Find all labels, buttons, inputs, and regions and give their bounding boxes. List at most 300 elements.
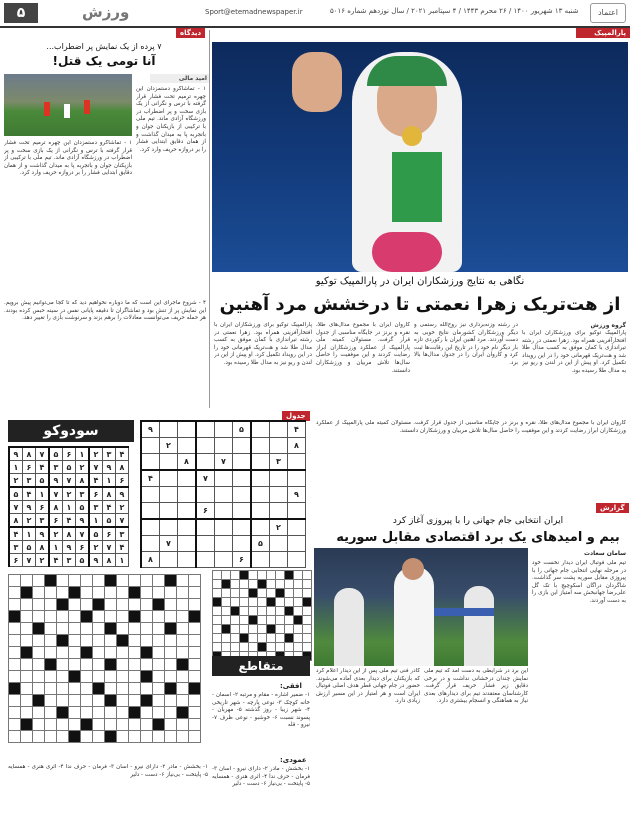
crossword-cell[interactable] [57, 659, 69, 671]
crossword-cell[interactable] [93, 719, 105, 731]
crossword-cell[interactable] [165, 635, 177, 647]
crossword-cell[interactable] [222, 634, 231, 643]
crossword-cell[interactable] [45, 635, 57, 647]
crossword-cell[interactable] [294, 580, 303, 589]
crossword-cell[interactable] [189, 623, 201, 635]
crossword-cell[interactable] [303, 643, 312, 652]
sudoku-cell[interactable] [215, 421, 233, 438]
crossword-cell[interactable] [57, 683, 69, 695]
crossword-cell[interactable] [57, 671, 69, 683]
crossword-cell[interactable] [267, 634, 276, 643]
sudoku-cell[interactable] [288, 503, 306, 520]
crossword-cell[interactable] [69, 719, 81, 731]
crossword-cell[interactable] [129, 719, 141, 731]
crossword-cell[interactable] [177, 683, 189, 695]
crossword-cell[interactable] [267, 607, 276, 616]
crossword-cell[interactable] [249, 634, 258, 643]
sudoku-cell[interactable] [288, 536, 306, 552]
crossword-cell[interactable] [129, 647, 141, 659]
crossword-cell[interactable] [105, 707, 117, 719]
crossword-cell[interactable] [231, 643, 240, 652]
crossword-cell[interactable] [231, 634, 240, 643]
crossword-cell[interactable] [105, 647, 117, 659]
crossword-cell[interactable] [153, 695, 165, 707]
crossword-cell[interactable] [240, 598, 249, 607]
crossword-cell[interactable] [153, 671, 165, 683]
crossword-cell[interactable] [81, 575, 93, 587]
crossword-cell[interactable] [69, 623, 81, 635]
sudoku-cell[interactable] [251, 421, 270, 438]
crossword-cell[interactable] [141, 707, 153, 719]
crossword-cell[interactable] [231, 580, 240, 589]
crossword-cell[interactable] [153, 587, 165, 599]
crossword-cell[interactable] [69, 683, 81, 695]
crossword-cell[interactable] [165, 647, 177, 659]
crossword-cell[interactable] [57, 695, 69, 707]
crossword-cell[interactable] [81, 623, 93, 635]
crossword-cell[interactable] [231, 571, 240, 580]
crossword-cell[interactable] [9, 695, 21, 707]
sudoku-cell[interactable]: ۹ [141, 421, 160, 438]
crossword-cell[interactable] [45, 731, 57, 743]
crossword-cell[interactable] [165, 731, 177, 743]
crossword-cell[interactable] [177, 719, 189, 731]
crossword-cell[interactable] [81, 731, 93, 743]
crossword-cell[interactable] [45, 707, 57, 719]
crossword-cell[interactable] [129, 599, 141, 611]
crossword-cell[interactable] [9, 707, 21, 719]
crossword-cell[interactable] [276, 643, 285, 652]
crossword-cell[interactable] [222, 589, 231, 598]
crossword-cell[interactable] [189, 695, 201, 707]
sudoku-cell[interactable] [160, 487, 178, 503]
sudoku-cell[interactable]: ۲ [270, 519, 288, 536]
sudoku-cell[interactable] [288, 552, 306, 568]
sudoku-cell[interactable] [270, 487, 288, 503]
crossword-cell[interactable] [93, 659, 105, 671]
sudoku-cell[interactable] [196, 552, 215, 568]
crossword-cell[interactable] [9, 623, 21, 635]
crossword-cell[interactable] [33, 719, 45, 731]
sudoku-cell[interactable]: ۶ [233, 552, 252, 568]
crossword-cell[interactable] [285, 616, 294, 625]
sudoku-cell[interactable] [233, 503, 252, 520]
crossword-cell[interactable] [141, 635, 153, 647]
crossword-cell[interactable] [153, 659, 165, 671]
crossword-cell[interactable] [276, 571, 285, 580]
crossword-cell[interactable] [285, 643, 294, 652]
crossword-cell[interactable] [33, 575, 45, 587]
crossword-cell[interactable] [141, 611, 153, 623]
crossword-cell[interactable] [69, 599, 81, 611]
crossword-cell[interactable] [21, 623, 33, 635]
sudoku-cell[interactable] [270, 503, 288, 520]
crossword-cell[interactable] [258, 616, 267, 625]
crossword-cell[interactable] [105, 611, 117, 623]
crossword-cell[interactable] [303, 589, 312, 598]
crossword-cell[interactable] [165, 599, 177, 611]
sudoku-cell[interactable] [178, 421, 197, 438]
crossword-cell[interactable] [129, 683, 141, 695]
sudoku-cell[interactable]: ۶ [196, 503, 215, 520]
crossword-cell[interactable] [57, 623, 69, 635]
crossword-cell[interactable] [267, 580, 276, 589]
crossword-cell[interactable] [177, 623, 189, 635]
crossword-cell[interactable] [153, 635, 165, 647]
crossword-cell[interactable] [69, 635, 81, 647]
sudoku-cell[interactable] [141, 519, 160, 536]
crossword-cell[interactable] [222, 643, 231, 652]
crossword-large-grid[interactable] [8, 574, 201, 743]
crossword-cell[interactable] [117, 647, 129, 659]
crossword-cell[interactable] [33, 647, 45, 659]
crossword-cell[interactable] [9, 719, 21, 731]
crossword-cell[interactable] [45, 647, 57, 659]
crossword-cell[interactable] [105, 683, 117, 695]
crossword-cell[interactable] [294, 634, 303, 643]
crossword-cell[interactable] [165, 695, 177, 707]
sudoku-cell[interactable] [215, 552, 233, 568]
crossword-cell[interactable] [57, 647, 69, 659]
sudoku-cell[interactable] [141, 438, 160, 454]
crossword-cell[interactable] [294, 607, 303, 616]
crossword-cell[interactable] [240, 589, 249, 598]
crossword-cell[interactable] [117, 707, 129, 719]
sudoku-cell[interactable] [233, 519, 252, 536]
sudoku-cell[interactable] [251, 503, 270, 520]
crossword-cell[interactable] [303, 607, 312, 616]
crossword-cell[interactable] [303, 616, 312, 625]
crossword-cell[interactable] [129, 575, 141, 587]
crossword-cell[interactable] [33, 659, 45, 671]
crossword-cell[interactable] [9, 659, 21, 671]
crossword-cell[interactable] [231, 589, 240, 598]
sudoku-cell[interactable]: ۲ [160, 438, 178, 454]
crossword-cell[interactable] [21, 671, 33, 683]
crossword-cell[interactable] [177, 575, 189, 587]
crossword-cell[interactable] [93, 623, 105, 635]
crossword-cell[interactable] [303, 634, 312, 643]
crossword-cell[interactable] [81, 599, 93, 611]
crossword-cell[interactable] [81, 683, 93, 695]
sudoku-cell[interactable] [141, 487, 160, 503]
crossword-cell[interactable] [141, 683, 153, 695]
sudoku-cell[interactable] [160, 470, 178, 487]
crossword-cell[interactable] [231, 598, 240, 607]
crossword-cell[interactable] [249, 571, 258, 580]
crossword-cell[interactable] [141, 623, 153, 635]
crossword-cell[interactable] [165, 659, 177, 671]
crossword-cell[interactable] [45, 587, 57, 599]
crossword-cell[interactable] [285, 625, 294, 634]
sudoku-cell[interactable] [215, 503, 233, 520]
sudoku-cell[interactable]: ۳ [270, 454, 288, 471]
crossword-cell[interactable] [117, 587, 129, 599]
crossword-cell[interactable] [33, 707, 45, 719]
crossword-cell[interactable] [165, 671, 177, 683]
crossword-cell[interactable] [267, 643, 276, 652]
crossword-cell[interactable] [45, 623, 57, 635]
crossword-cell[interactable] [117, 671, 129, 683]
crossword-cell[interactable] [33, 683, 45, 695]
crossword-cell[interactable] [21, 659, 33, 671]
sudoku-cell[interactable] [196, 454, 215, 471]
crossword-cell[interactable] [81, 587, 93, 599]
crossword-cell[interactable] [276, 598, 285, 607]
sudoku-cell[interactable] [233, 536, 252, 552]
sudoku-cell[interactable] [288, 454, 306, 471]
crossword-cell[interactable] [249, 643, 258, 652]
crossword-cell[interactable] [240, 616, 249, 625]
sudoku-cell[interactable]: ۷ [196, 470, 215, 487]
crossword-cell[interactable] [93, 671, 105, 683]
sudoku-cell[interactable] [288, 519, 306, 536]
sudoku-cell[interactable]: ۷ [215, 454, 233, 471]
sudoku-cell[interactable] [215, 519, 233, 536]
sudoku-cell[interactable]: ۸ [178, 454, 197, 471]
crossword-cell[interactable] [231, 616, 240, 625]
crossword-cell[interactable] [258, 589, 267, 598]
crossword-cell[interactable] [276, 616, 285, 625]
crossword-cell[interactable] [21, 575, 33, 587]
crossword-cell[interactable] [276, 580, 285, 589]
crossword-cell[interactable] [294, 643, 303, 652]
sudoku-cell[interactable] [251, 552, 270, 568]
crossword-cell[interactable] [69, 647, 81, 659]
crossword-cell[interactable] [177, 671, 189, 683]
crossword-cell[interactable] [69, 575, 81, 587]
sudoku-cell[interactable]: ۴ [141, 470, 160, 487]
crossword-cell[interactable] [33, 611, 45, 623]
crossword-cell[interactable] [93, 707, 105, 719]
crossword-cell[interactable] [57, 719, 69, 731]
crossword-cell[interactable] [258, 607, 267, 616]
crossword-cell[interactable] [165, 719, 177, 731]
sudoku-cell[interactable] [196, 519, 215, 536]
crossword-cell[interactable] [93, 647, 105, 659]
crossword-cell[interactable] [45, 611, 57, 623]
sudoku-cell[interactable] [160, 454, 178, 471]
crossword-cell[interactable] [105, 599, 117, 611]
crossword-cell[interactable] [177, 647, 189, 659]
crossword-cell[interactable] [177, 695, 189, 707]
sudoku-cell[interactable] [270, 421, 288, 438]
crossword-cell[interactable] [9, 671, 21, 683]
crossword-cell[interactable] [93, 635, 105, 647]
crossword-cell[interactable] [81, 707, 93, 719]
crossword-cell[interactable] [21, 695, 33, 707]
crossword-cell[interactable] [117, 659, 129, 671]
crossword-cell[interactable] [141, 731, 153, 743]
sudoku-cell[interactable]: ۹ [288, 487, 306, 503]
crossword-cell[interactable] [303, 571, 312, 580]
crossword-cell[interactable] [303, 580, 312, 589]
sudoku-cell[interactable] [160, 552, 178, 568]
crossword-cell[interactable] [129, 695, 141, 707]
crossword-cell[interactable] [165, 587, 177, 599]
crossword-cell[interactable] [153, 683, 165, 695]
crossword-cell[interactable] [285, 589, 294, 598]
crossword-cell[interactable] [177, 611, 189, 623]
crossword-cell[interactable] [93, 587, 105, 599]
crossword-cell[interactable] [9, 731, 21, 743]
crossword-cell[interactable] [33, 671, 45, 683]
crossword-cell[interactable] [45, 671, 57, 683]
crossword-cell[interactable] [21, 635, 33, 647]
crossword-cell[interactable] [105, 635, 117, 647]
crossword-cell[interactable] [93, 731, 105, 743]
crossword-cell[interactable] [177, 635, 189, 647]
crossword-cell[interactable] [153, 611, 165, 623]
sudoku-cell[interactable] [160, 421, 178, 438]
crossword-cell[interactable] [21, 707, 33, 719]
crossword-cell[interactable] [189, 671, 201, 683]
crossword-cell[interactable] [57, 731, 69, 743]
crossword-cell[interactable] [249, 625, 258, 634]
crossword-cell[interactable] [189, 659, 201, 671]
crossword-cell[interactable] [222, 616, 231, 625]
sudoku-cell[interactable]: ۷ [160, 536, 178, 552]
crossword-cell[interactable] [45, 599, 57, 611]
sudoku-cell[interactable] [270, 536, 288, 552]
crossword-cell[interactable] [222, 598, 231, 607]
crossword-cell[interactable] [9, 635, 21, 647]
sudoku-cell[interactable] [270, 470, 288, 487]
crossword-cell[interactable] [45, 719, 57, 731]
crossword-cell[interactable] [213, 589, 222, 598]
crossword-cell[interactable] [231, 625, 240, 634]
crossword-cell[interactable] [9, 575, 21, 587]
crossword-cell[interactable] [9, 647, 21, 659]
crossword-cell[interactable] [165, 707, 177, 719]
crossword-cell[interactable] [189, 719, 201, 731]
sudoku-cell[interactable] [215, 536, 233, 552]
crossword-cell[interactable] [276, 607, 285, 616]
crossword-cell[interactable] [153, 623, 165, 635]
crossword-cell[interactable] [129, 659, 141, 671]
crossword-cell[interactable] [153, 731, 165, 743]
sudoku-cell[interactable] [178, 519, 197, 536]
crossword-cell[interactable] [189, 647, 201, 659]
crossword-cell[interactable] [267, 616, 276, 625]
crossword-cell[interactable] [93, 575, 105, 587]
sudoku-cell[interactable] [233, 470, 252, 487]
crossword-cell[interactable] [33, 599, 45, 611]
sudoku-cell[interactable] [178, 487, 197, 503]
crossword-cell[interactable] [240, 625, 249, 634]
crossword-cell[interactable] [165, 611, 177, 623]
crossword-cell[interactable] [222, 571, 231, 580]
crossword-cell[interactable] [213, 643, 222, 652]
crossword-cell[interactable] [45, 683, 57, 695]
crossword-cell[interactable] [141, 575, 153, 587]
sudoku-cell[interactable] [141, 503, 160, 520]
crossword-cell[interactable] [81, 659, 93, 671]
sudoku-cell[interactable]: ۸ [288, 438, 306, 454]
crossword-cell[interactable] [81, 671, 93, 683]
sudoku-cell[interactable] [160, 503, 178, 520]
sudoku-cell[interactable] [196, 487, 215, 503]
crossword-cell[interactable] [69, 695, 81, 707]
crossword-cell[interactable] [57, 587, 69, 599]
crossword-cell[interactable] [129, 731, 141, 743]
crossword-cell[interactable] [285, 580, 294, 589]
crossword-cell[interactable] [213, 625, 222, 634]
crossword-cell[interactable] [117, 731, 129, 743]
crossword-cell[interactable] [129, 635, 141, 647]
sudoku-cell[interactable] [233, 438, 252, 454]
crossword-cell[interactable] [93, 695, 105, 707]
sudoku-cell[interactable]: ۸ [141, 552, 160, 568]
sudoku-cell[interactable] [251, 487, 270, 503]
sudoku-cell[interactable] [251, 470, 270, 487]
crossword-cell[interactable] [258, 634, 267, 643]
section-email[interactable]: Sport@etemadnewspaper.ir [205, 8, 303, 16]
crossword-cell[interactable] [117, 599, 129, 611]
crossword-cell[interactable] [69, 659, 81, 671]
sudoku-cell[interactable] [251, 438, 270, 454]
crossword-cell[interactable] [141, 659, 153, 671]
crossword-cell[interactable] [33, 587, 45, 599]
crossword-cell[interactable] [105, 587, 117, 599]
crossword-cell[interactable] [117, 575, 129, 587]
crossword-cell[interactable] [258, 625, 267, 634]
crossword-cell[interactable] [240, 580, 249, 589]
sudoku-cell[interactable] [215, 438, 233, 454]
crossword-cell[interactable] [189, 731, 201, 743]
sudoku-cell[interactable] [251, 519, 270, 536]
crossword-small-grid[interactable] [212, 570, 312, 661]
crossword-cell[interactable] [117, 611, 129, 623]
sudoku-cell[interactable] [196, 438, 215, 454]
crossword-cell[interactable] [129, 671, 141, 683]
crossword-cell[interactable] [117, 719, 129, 731]
sudoku-cell[interactable] [196, 536, 215, 552]
crossword-cell[interactable] [153, 707, 165, 719]
sudoku-cell[interactable] [215, 470, 233, 487]
sudoku-cell[interactable] [141, 454, 160, 471]
crossword-cell[interactable] [153, 647, 165, 659]
crossword-cell[interactable] [189, 599, 201, 611]
crossword-cell[interactable] [9, 599, 21, 611]
crossword-cell[interactable] [213, 616, 222, 625]
crossword-cell[interactable] [33, 635, 45, 647]
crossword-cell[interactable] [45, 695, 57, 707]
crossword-cell[interactable] [213, 634, 222, 643]
crossword-cell[interactable] [129, 623, 141, 635]
crossword-cell[interactable] [21, 731, 33, 743]
crossword-cell[interactable] [33, 731, 45, 743]
crossword-cell[interactable] [285, 598, 294, 607]
crossword-cell[interactable] [81, 635, 93, 647]
crossword-cell[interactable] [258, 571, 267, 580]
crossword-cell[interactable] [213, 580, 222, 589]
sudoku-cell[interactable] [215, 487, 233, 503]
sudoku-cell[interactable] [178, 438, 197, 454]
sudoku-cell[interactable]: ۵ [233, 421, 252, 438]
crossword-cell[interactable] [117, 695, 129, 707]
crossword-cell[interactable] [240, 607, 249, 616]
sudoku-cell[interactable] [270, 438, 288, 454]
crossword-cell[interactable] [141, 587, 153, 599]
crossword-cell[interactable] [294, 598, 303, 607]
sudoku-cell[interactable]: ۴ [288, 421, 306, 438]
crossword-cell[interactable] [177, 587, 189, 599]
crossword-cell[interactable] [21, 683, 33, 695]
crossword-cell[interactable] [93, 611, 105, 623]
sudoku-cell[interactable] [178, 470, 197, 487]
crossword-cell[interactable] [141, 719, 153, 731]
